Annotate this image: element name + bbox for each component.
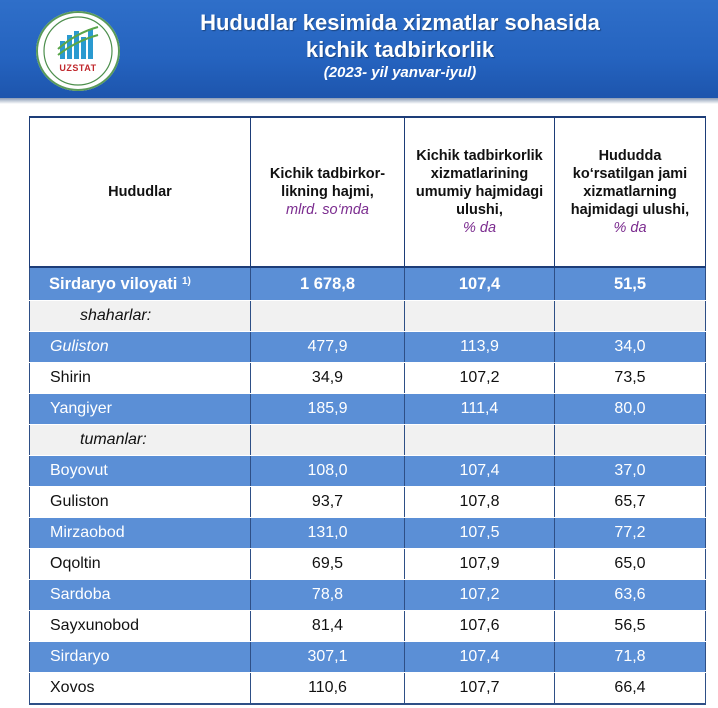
row-volume: 185,9 xyxy=(251,394,405,425)
row-share-region: 80,0 xyxy=(555,394,706,425)
empty-cell xyxy=(555,425,706,456)
row-share-region: 34,0 xyxy=(555,332,706,363)
header-volume-label: Kichik tadbirkor-likning hajmi, xyxy=(269,166,386,200)
row-share-total: 107,8 xyxy=(405,487,555,518)
header-volume-unit: mlrd. so‘mda xyxy=(286,202,369,218)
header-share-region-label: Hududda ko‘rsatilgan jami xizmatlarning hajmidagi ulushi, xyxy=(570,148,690,218)
empty-cell xyxy=(251,301,405,332)
table-row xyxy=(30,580,706,611)
logo-chart-icon xyxy=(36,11,120,91)
header-share-region xyxy=(555,117,706,267)
header-shadow xyxy=(0,98,718,104)
row-share-region: 56,5 xyxy=(555,611,706,642)
row-share-region: 65,7 xyxy=(555,487,706,518)
row-name: Boyovut xyxy=(30,456,251,487)
row-share-total: 107,6 xyxy=(405,611,555,642)
header-share-total xyxy=(405,117,555,267)
row-name: Guliston xyxy=(30,332,251,363)
table-row-districts-label xyxy=(30,425,706,456)
header-region xyxy=(30,117,251,267)
row-share-total: 107,5 xyxy=(405,518,555,549)
row-share-region: 63,6 xyxy=(555,580,706,611)
row-share-region: 66,4 xyxy=(555,673,706,705)
row-name: Shirin xyxy=(30,363,251,394)
empty-cell xyxy=(405,425,555,456)
row-share-total: 113,9 xyxy=(405,332,555,363)
row-volume: 69,5 xyxy=(251,549,405,580)
services-table xyxy=(29,116,706,705)
row-volume: 93,7 xyxy=(251,487,405,518)
header-share-region-unit: % da xyxy=(613,220,647,236)
empty-cell xyxy=(251,425,405,456)
total-volume: 1 678,8 xyxy=(251,267,405,301)
row-name: Oqoltin xyxy=(30,549,251,580)
table-row-total xyxy=(30,267,706,301)
page-title xyxy=(140,9,660,63)
row-volume: 78,8 xyxy=(251,580,405,611)
header-share-total-label: Kichik tadbirkorlik xizmatlarining umumiy hajmidagi ulushi, xyxy=(415,148,544,218)
table-row xyxy=(30,394,706,425)
title-line-1: Hududlar kesimida xizmatlar sohasida xyxy=(200,10,600,35)
total-share-region: 51,5 xyxy=(555,267,706,301)
table-header-row xyxy=(30,117,706,267)
row-name: Xovos xyxy=(30,673,251,705)
page-subtitle: (2023- yil yanvar-iyul) xyxy=(323,64,477,81)
row-name: Sirdaryo xyxy=(30,642,251,673)
row-volume: 131,0 xyxy=(251,518,405,549)
table-row xyxy=(30,673,706,705)
table-row xyxy=(30,518,706,549)
uzstat-logo xyxy=(36,11,120,91)
row-name: Sayxunobod xyxy=(30,611,251,642)
row-share-region: 37,0 xyxy=(555,456,706,487)
row-name: Mirzaobod xyxy=(30,518,251,549)
title-line-2: kichik tadbirkorlik xyxy=(305,37,495,62)
table-row xyxy=(30,642,706,673)
row-share-total: 107,7 xyxy=(405,673,555,705)
row-name: Sardoba xyxy=(30,580,251,611)
row-volume: 81,4 xyxy=(251,611,405,642)
row-volume: 34,9 xyxy=(251,363,405,394)
row-share-total: 107,4 xyxy=(405,642,555,673)
total-name-cell xyxy=(30,267,251,301)
row-name: Yangiyer xyxy=(30,394,251,425)
row-volume: 477,9 xyxy=(251,332,405,363)
row-share-region: 77,2 xyxy=(555,518,706,549)
logo-text: UZSTAT xyxy=(59,63,97,73)
total-name: Sirdaryo viloyati xyxy=(49,274,178,293)
cities-label: shaharlar: xyxy=(30,301,251,332)
empty-cell xyxy=(555,301,706,332)
row-volume: 110,6 xyxy=(251,673,405,705)
row-share-total: 111,4 xyxy=(405,394,555,425)
table-row xyxy=(30,611,706,642)
row-volume: 108,0 xyxy=(251,456,405,487)
row-share-total: 107,2 xyxy=(405,363,555,394)
table-row xyxy=(30,363,706,394)
row-name: Guliston xyxy=(30,487,251,518)
total-share-total: 107,4 xyxy=(405,267,555,301)
table-row-cities-label xyxy=(30,301,706,332)
header-region-label: Hududlar xyxy=(108,184,172,200)
row-share-region: 71,8 xyxy=(555,642,706,673)
table-row xyxy=(30,456,706,487)
total-footnote: 1) xyxy=(181,275,191,287)
table-row xyxy=(30,487,706,518)
table-row xyxy=(30,332,706,363)
empty-cell xyxy=(405,301,555,332)
row-share-total: 107,4 xyxy=(405,456,555,487)
row-share-region: 65,0 xyxy=(555,549,706,580)
row-share-total: 107,2 xyxy=(405,580,555,611)
header-volume xyxy=(251,117,405,267)
row-volume: 307,1 xyxy=(251,642,405,673)
row-share-region: 73,5 xyxy=(555,363,706,394)
row-share-total: 107,9 xyxy=(405,549,555,580)
districts-label: tumanlar: xyxy=(30,425,251,456)
table-row xyxy=(30,549,706,580)
header-share-total-unit: % da xyxy=(462,220,497,236)
